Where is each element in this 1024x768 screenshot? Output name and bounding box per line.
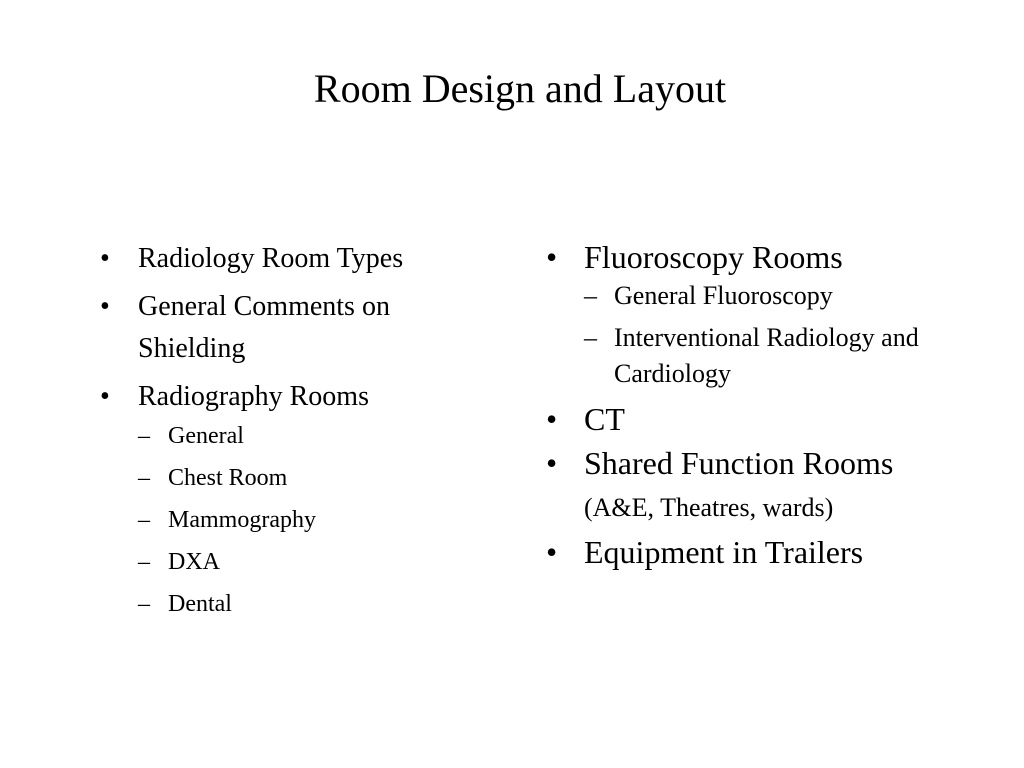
- bullet-note: (A&E, Theatres, wards): [584, 493, 834, 522]
- sub-item-text: Dental: [168, 591, 232, 617]
- bullet-item-general-comments-on-shielding: [100, 286, 500, 370]
- bullet-icon: •: [546, 534, 558, 570]
- bullet-text: Radiography Rooms: [138, 381, 369, 412]
- slide-title: Room Design and Layout: [313, 66, 727, 111]
- sub-item-interventional-radiology: [546, 320, 966, 392]
- sub-item-chest-room: [100, 460, 500, 496]
- sub-item-text: DXA: [168, 549, 220, 575]
- sub-item-text: Mammography: [168, 507, 316, 533]
- dash-icon: –: [138, 507, 150, 533]
- sub-item-general-fluoroscopy: [546, 278, 966, 314]
- dash-icon: –: [138, 423, 150, 449]
- bullet-icon: •: [546, 239, 558, 275]
- bullet-text: General Comments on Shielding: [138, 291, 390, 364]
- bullet-text: Shared Function Rooms: [584, 445, 894, 481]
- left-bullet-list: [100, 238, 500, 628]
- bullet-text: CT: [584, 401, 625, 437]
- bullet-item-fluoroscopy-rooms: [546, 236, 966, 392]
- bullet-text: Equipment in Trailers: [584, 534, 864, 570]
- sub-item-text: General: [168, 423, 244, 449]
- dash-icon: –: [138, 591, 150, 617]
- sub-item-text: General Fluoroscopy: [614, 281, 833, 310]
- radiography-subitems: [138, 418, 500, 622]
- bullet-item-ct: [546, 398, 966, 440]
- dash-icon: –: [138, 549, 150, 575]
- bullet-item-radiography-rooms: [100, 376, 500, 622]
- bullet-icon: •: [100, 291, 110, 322]
- bullet-icon: •: [100, 243, 110, 274]
- right-bullet-list: [546, 236, 966, 575]
- dash-icon: –: [584, 323, 597, 352]
- sub-item-text: Chest Room: [168, 465, 288, 491]
- bullet-text: Fluoroscopy Rooms: [584, 239, 843, 275]
- bullet-text: Radiology Room Types: [138, 243, 404, 274]
- fluoroscopy-subitems: [584, 278, 966, 392]
- sub-item-text: Interventional Radiology and Cardiology: [614, 323, 919, 388]
- bullet-item-radiology-room-types: [100, 238, 500, 280]
- sub-item-dental: [100, 586, 500, 622]
- dash-icon: –: [584, 281, 597, 310]
- bullet-item-equipment-in-trailers: [546, 531, 966, 573]
- sub-item-mammography: [100, 502, 500, 538]
- sub-item-dxa: [100, 544, 500, 580]
- bullet-icon: •: [546, 401, 558, 437]
- dash-icon: –: [138, 465, 150, 491]
- sub-item-general: [100, 418, 500, 454]
- bullet-icon: •: [546, 445, 558, 481]
- bullet-icon: •: [100, 381, 110, 412]
- bullet-item-shared-function-rooms: [546, 442, 966, 529]
